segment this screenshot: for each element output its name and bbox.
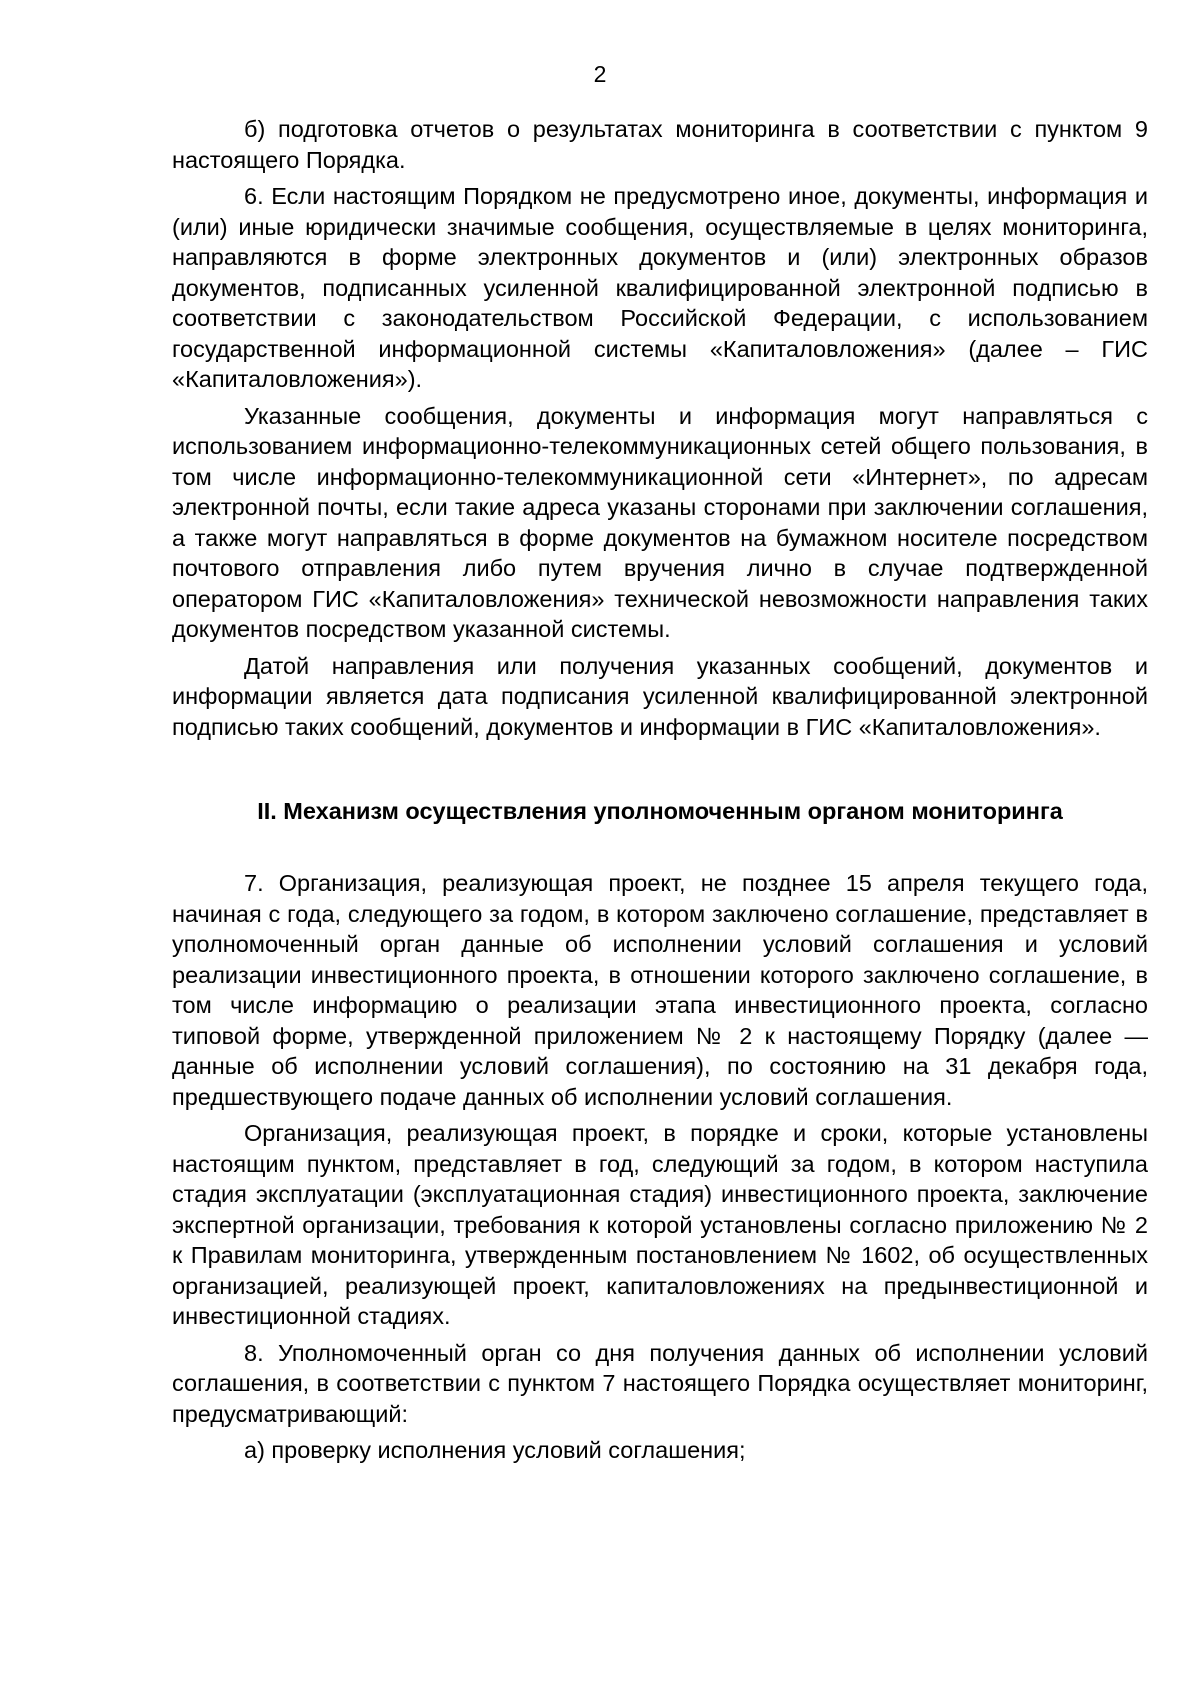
paragraph-7-organization-data: 7. Организация, реализующая проект, не позднее 15 апреля текущего года, начиная с года, следующего за годом, в котором заключено соглашение, представляет в уполномоченный орган данные об исполнении условий соглашения и условий реализации инвестиционного проекта, в отношении которого заключено соглашение, в том числе информацию о реализации этапа инвестиционного проекта, согласно типовой форме, утвержденной приложением № 2 к настоящему Порядку (далее — данные об исполнении условий соглашения), по состоянию на 31 декабря года, предшествующего подаче данных об исполнении условий соглашения. bbox=[172, 870, 1148, 1110]
paragraph-b-reports: б) подготовка отчетов о результатах мониторинга в соответствии с пунктом 9 настоящего Порядка. bbox=[172, 116, 1148, 173]
paragraph-a-check-conditions: а) проверку исполнения условий соглашения; bbox=[244, 1437, 746, 1463]
paragraph-8-monitoring: 8. Уполномоченный орган со дня получения данных об исполнении условий соглашения, в соответствии с пунктом 7 настоящего Порядка осуществляет мониторинг, предусматривающий: bbox=[172, 1339, 1148, 1427]
section-heading: II. Механизм осуществления уполномоченным органом мониторинга bbox=[257, 798, 1063, 824]
paragraph-expert-conclusion: Организация, реализующая проект, в порядке и сроки, которые установлены настоящим пунктом, представляет в год, следующий за годом, в котором наступила стадия эксплуатации (эксплуатационная стадия) инвестиционного проекта, заключение экспертной организации, требования к которой установлены согласно приложению № 2 к Правилам мониторинга, утвержденным постановлением № 1602, об осуществленных организацией, реализующей проект, капиталовложениях на предынвестиционной и инвестиционной стадиях. bbox=[172, 1120, 1148, 1329]
paragraph-date-of-sending: Датой направления или получения указанных сообщений, документов и информации является дата подписания усиленной квалифицированной электронной подписью таких сообщений, документов и информации в ГИС «Капиталовложения». bbox=[172, 652, 1148, 740]
document-body bbox=[172, 114, 1148, 1472]
page-number: 2 bbox=[593, 61, 607, 87]
paragraph-6-electronic-documents: 6. Если настоящим Порядком не предусмотрено иное, документы, информация и (или) иные юридически значимые сообщения, осуществляемые в целях мониторинга, направляются в форме электронных документов и (или) электронных образов документов, подписанных усиленной квалифицированной электронной подписью в соответствии с законодательством Российской Федерации, с использованием государственной информационной системы «Капиталовложения» (далее – ГИС «Капиталовложения»). bbox=[172, 183, 1148, 392]
paragraph-communication-channels: Указанные сообщения, документы и информация могут направляться с использованием информационно-телекоммуникационных сетей общего пользования, в том числе информационно-телекоммуникационной сети «Интернет», по адресам электронной почты, если такие адреса указаны сторонами при заключении соглашения, а также могут направляться в форме документов на бумажном носителе посредством почтового отправления либо путем вручения лично в случае подтвержденной оператором ГИС «Капиталовложения» технической невозможности направления таких документов посредством указанной системы. bbox=[172, 402, 1148, 642]
